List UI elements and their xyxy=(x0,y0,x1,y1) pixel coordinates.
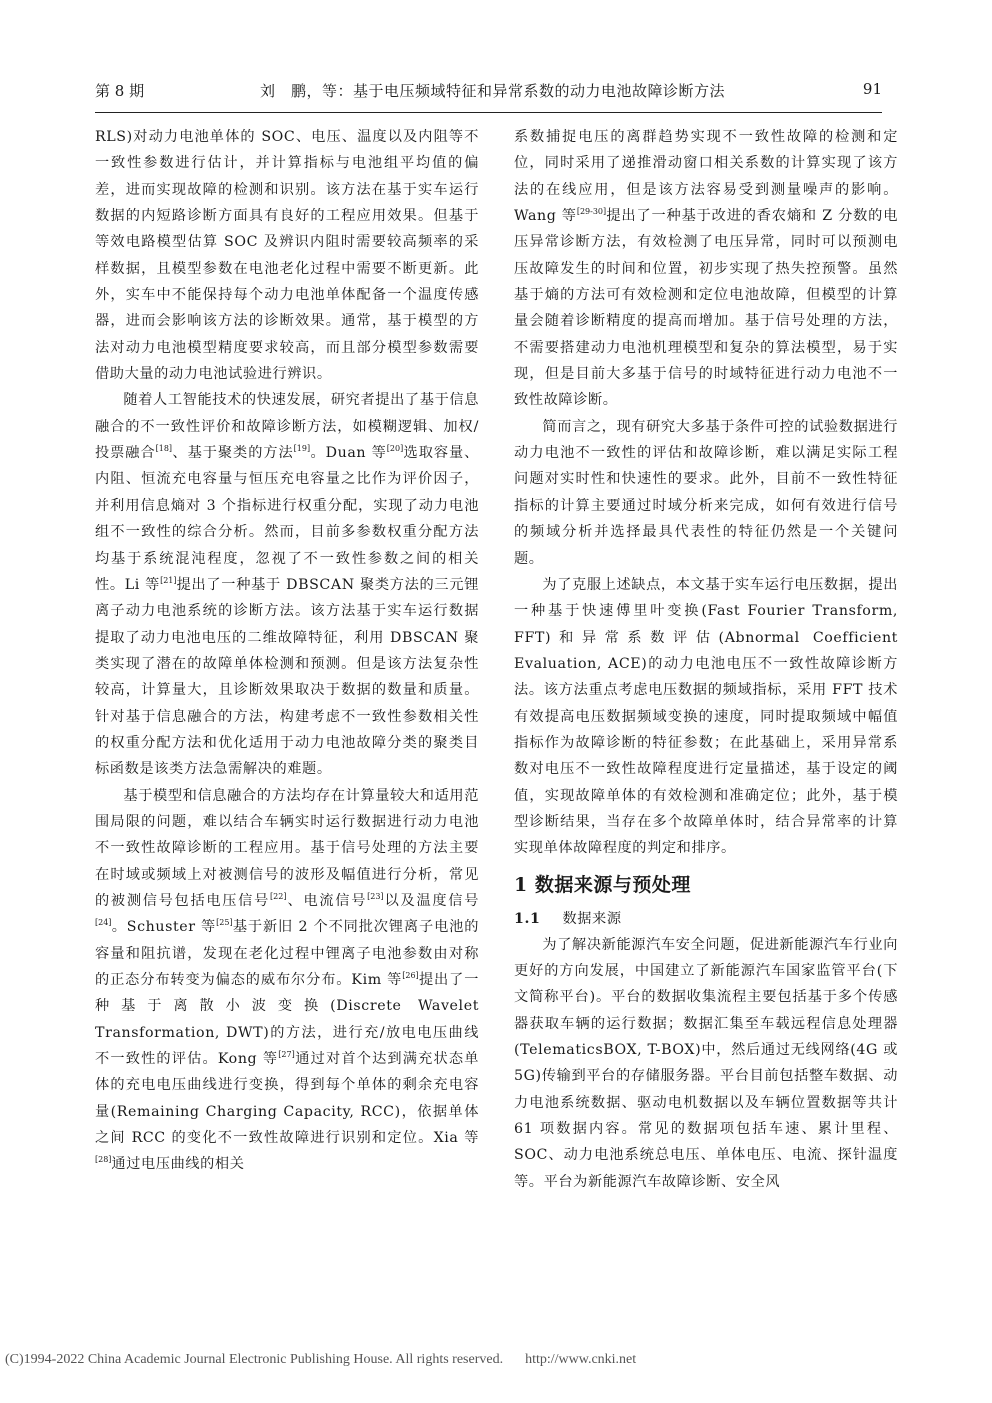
subsection-heading xyxy=(514,906,898,932)
citation-ref: [29-30] xyxy=(576,207,607,217)
paragraph xyxy=(95,387,479,782)
citation-ref: [24] xyxy=(95,918,112,928)
running-title: 刘 鹏，等：基于电压频域特征和异常系数的动力电池故障诊断方法 xyxy=(260,82,726,100)
text-run: RLS)对动力电池单体的 SOC、电压、温度以及内阻等不一致性参数进行估计，并计算指标与电池组平均值的偏差，进而实现故障的检测和识别。该方法在基于实车运行数据的内短路诊断方面具有良好的工程应用效果。但基于等效电路模型估算 SOC 及辨识内阻时需要较高频率的采样数据，且模型参数在电池老化过程中需要不断更新。此外，实车中不能保持每个动力电池单体配备一个温度传感器，进而会影响该方法的诊断效果。通常，基于模型的方法对动力电池模型精度要求较高，而且部分模型参数需要借助大量的动力电池试验进行辨识。 xyxy=(95,129,479,383)
citation-ref: [23] xyxy=(367,891,384,901)
subsection-title: 数据来源 xyxy=(562,910,622,927)
page-number: 91 xyxy=(862,80,882,98)
text-run: 基于新旧 2 个不同批次锂离子电池的容量和阻抗谱，发现在老化过程中锂离子电池参数由对称的正态分布转变为偏态的威布尔分布。Kim 等 xyxy=(95,919,479,988)
text-run: 通过对首个达到满充状态单体的充电电压曲线进行变换，得到每个单体的剩余充电容量(Remaining Charging Capacity, RCC)，依据单体之间 RCC 的变化不一致性故障进行识别和定位。Xia 等 xyxy=(95,1051,479,1147)
text-run: 、基于聚类的方法 xyxy=(172,445,294,462)
running-header xyxy=(95,78,882,108)
text-run: 。Duan 等 xyxy=(310,445,387,462)
paragraph xyxy=(514,572,898,862)
citation-ref: [26] xyxy=(402,971,419,980)
paragraph xyxy=(95,783,479,1178)
text-run: 提出了一种基于 DBSCAN 聚类方法的三元锂离子动力电池系统的诊断方法。该方法基于实车运行数据提取了动力电池电压的二维故障特征，利用 DBSCAN 聚类实现了潜在的故障单体检测和预测。但是该方法复杂性较高，计算量大，且诊断效果取决于数据的数量和质量。针对基于信息融合的方法，构建考虑不一致性参数相关性的权重分配方法和优化适用于动力电池故障分类的聚类目标函数是该类方法急需解决的难题。 xyxy=(95,576,480,778)
text-run: 系数捕捉电压的离群趋势实现不一致性故障的检测和定位，同时采用了递推滑动窗口相关系数的计算实现了该方法的在线应用，但是该方法容易受到测量噪声的影响。Wang 等 xyxy=(514,129,898,225)
text-run: 随着人工智能技术的快速发展，研究者提出了基于信息融合的不一致性评价和故障诊断方法，如模糊逻辑、加权/投票融合 xyxy=(95,392,479,462)
copyright-notice: (C)1994-2022 China Academic Journal Electronic Publishing House. All rights reserved. xyxy=(5,1352,504,1367)
subsection-number: 1.1 xyxy=(514,910,541,927)
paragraph xyxy=(514,124,898,414)
text-run: 通过电压曲线的相关 xyxy=(111,1156,245,1173)
right-column-paragraphs xyxy=(514,124,898,862)
text-run: 以及温度信号 xyxy=(383,892,479,909)
text-run: 简而言之，现有研究大多基于条件可控的试验数据进行动力电池不一致性的评估和故障诊断，难以满足实际工程问题对实时性和快速性的要求。此外，目前不一致性特征指标的计算主要通过时域分析来完成，如何有效进行信号的频域分析并选择最具代表性的特征仍然是一个关键问题。 xyxy=(514,418,898,567)
paragraph xyxy=(95,124,479,387)
section-paragraph: 为了解决新能源汽车安全问题，促进新能源汽车行业向更好的方向发展，中国建立了新能源汽车国家监管平台(下文简称平台)。平台的数据收集流程主要包括基于多个传感器获取车辆的运行数据；数据汇集至车载远程信息处理器(TelematicsBOX, T-BOX)中，然后通过无线网络(4G 或 5G)传输到平台的存储服务器。平台目前包括整车数据、动力电池系统数据、驱动电机数据以及车辆位置数据等共计 61 项数据内容。常见的数据项包括车速、累计里程、SOC、动力电池系统总电压、单体电压、电流、探针温度等。平台为新能源汽车故障诊断、安全风 xyxy=(514,936,898,1190)
text-run: 提出了一种基于改进的香农熵和 Z 分数的电压异常诊断方法，有效检测了电压异常，同时可以预测电压故障发生的时间和位置，初步实现了热失控预警。虽然基于熵的方法可有效检测和定位电池故障，但模型的计算量会随着诊断精度的提高而增加。基于信号处理的方法，不需要搭建动力电池机理模型和复杂的算法模型，易于实现，但是目前大多基于信号的时域特征进行动力电池不一致性故障诊断。 xyxy=(514,208,898,409)
section-heading: 1 数据来源与预处理 xyxy=(514,873,691,896)
citation-ref: [27] xyxy=(278,1050,295,1060)
text-run: 、电流信号 xyxy=(286,892,368,909)
citation-ref: [28] xyxy=(95,1155,112,1165)
text-run: 基于模型和信息融合的方法均存在计算量较大和适用范围局限的问题，难以结合车辆实时运行数据进行动力电池不一致性故障诊断的工程应用。基于信号处理的方法主要在时域或频域上对被测信号的波形及幅值进行分析，常见的被测信号包括电压信号 xyxy=(95,787,479,909)
footer xyxy=(5,1352,987,1368)
header-rule xyxy=(95,112,882,113)
citation-ref: [25] xyxy=(216,918,233,928)
footer-url[interactable]: http://www.cnki.net xyxy=(525,1352,637,1367)
right-column xyxy=(514,124,898,1195)
text-run: 。Schuster 等 xyxy=(111,919,217,936)
issue-number: 第 8 期 xyxy=(95,82,145,100)
citation-ref: [19] xyxy=(293,444,311,454)
paragraph xyxy=(514,414,898,572)
citation-ref: [21] xyxy=(160,575,177,585)
citation-ref: [22] xyxy=(270,891,287,901)
left-column xyxy=(95,124,479,1178)
citation-ref: [20] xyxy=(386,444,404,454)
text-run: 提出了一种基于离散小波变换(Discrete Wavelet Transformation, DWT)的方法，进行充/放电电压曲线不一致性的评估。Kong 等 xyxy=(95,972,479,1068)
text-run: 选取容量、内阻、恒流充电容量与恒压充电容量之比作为评价因子，并利用信息熵对 3 个指标进行权重分配，实现了动力电池组不一致性的综合分析。然而，目前多参数权重分配方法均基于系统混沌程度，忽视了不一致性参数之间的相关性。Li 等 xyxy=(95,445,479,593)
text-run: 为了克服上述缺点，本文基于实车运行电压数据，提出一种基于快速傅里叶变换(Fast Fourier Transform, FFT)和异常系数评估(Abnormal Coefficient Evaluation, ACE)的动力电池电压不一致性故障诊断方法。该方法重点考虑电压数据的频域指标，采用 FFT 技术有效提高电压数据频域变换的速度，同时提取频域中幅值指标作为故障诊断的特征参数；在此基础上，采用异常系数对电压不一致性故障程度进行定量描述，基于设定的阈值，实现故障单体的有效检测和准确定位；此外，基于模型诊断结果，当存在多个故障单体时，结合异常率的计算实现单体故障程度的判定和排序。 xyxy=(514,576,898,857)
citation-ref: [18] xyxy=(155,444,173,454)
